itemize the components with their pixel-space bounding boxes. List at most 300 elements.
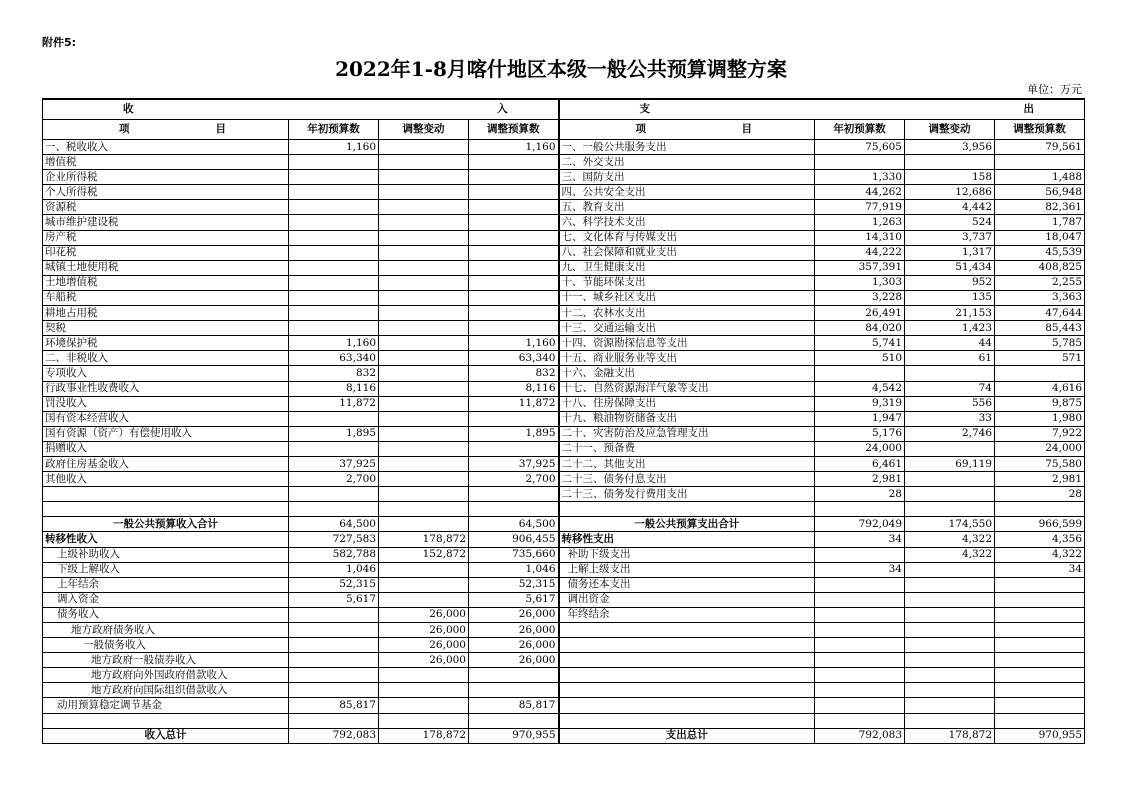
income-initial-cell [289, 245, 379, 260]
expense-item-cell: 支出总计 [559, 728, 815, 743]
income-initial-cell [289, 683, 379, 698]
expense-adjusted-cell: 5,785 [995, 336, 1085, 351]
table-row [43, 366, 1085, 381]
expense-item-cell: 三、国防支出 [559, 170, 815, 185]
income-item-cell: 行政事业性收费收入 [43, 381, 289, 396]
income-initial-cell [289, 502, 379, 517]
expense-adjusted-cell: 2,255 [995, 275, 1085, 290]
expense-adjusted-cell: 9,875 [995, 396, 1085, 411]
expense-initial-cell [815, 366, 905, 381]
income-item-cell: 调入资金 [43, 592, 289, 607]
income-initial-cell: 727,583 [289, 532, 379, 547]
income-adjusted-cell: 8,116 [469, 381, 559, 396]
income-change-cell [379, 396, 469, 411]
income-initial-cell [289, 638, 379, 653]
income-change-cell [379, 321, 469, 336]
expense-initial-cell [815, 155, 905, 170]
expense-initial-cell: 44,262 [815, 185, 905, 200]
income-initial-cell [289, 441, 379, 456]
expense-change-cell [905, 668, 995, 683]
table-row [43, 185, 1085, 200]
expense-adjusted-cell: 408,825 [995, 260, 1085, 275]
income-item-cell [43, 502, 289, 517]
expense-adjusted-cell [995, 698, 1085, 713]
expense-change-cell: 21,153 [905, 306, 995, 321]
income-adjusted-cell: 1,046 [469, 562, 559, 577]
table-row [43, 592, 1085, 607]
table-row [43, 140, 1085, 155]
expense-adjusted-cell: 4,322 [995, 547, 1085, 562]
income-adjusted-cell: 735,660 [469, 547, 559, 562]
expense-item-cell: 十三、交通运输支出 [559, 321, 815, 336]
income-adjusted-cell: 37,925 [469, 456, 559, 471]
income-change-cell [379, 366, 469, 381]
item-header-right: 目 [215, 123, 226, 135]
expense-change-cell: 174,550 [905, 517, 995, 532]
income-initial-cell [289, 230, 379, 245]
expense-initial-cell [815, 502, 905, 517]
income-adjusted-cell [469, 290, 559, 305]
income-item-cell: 其他收入 [43, 472, 289, 487]
expense-item-cell [559, 683, 815, 698]
income-initial-cell: 11,872 [289, 396, 379, 411]
expense-item-cell: 十、节能环保支出 [559, 275, 815, 290]
expense-item-cell: 十六、金融支出 [559, 366, 815, 381]
income-initial-cell [289, 215, 379, 230]
expense-adjusted-cell [995, 623, 1085, 638]
table-row [43, 215, 1085, 230]
expense-change-cell: 12,686 [905, 185, 995, 200]
expense-change-cell [905, 623, 995, 638]
expense-initial-cell: 75,605 [815, 140, 905, 155]
expense-initial-cell [815, 592, 905, 607]
table-row [43, 426, 1085, 441]
expense-adjusted-cell: 28 [995, 487, 1085, 502]
income-initial-cell [289, 668, 379, 683]
expense-initial-cell: 24,000 [815, 441, 905, 456]
item-header-left: 项 [119, 123, 130, 135]
expense-initial-cell [815, 577, 905, 592]
expense-adjusted-cell: 7,922 [995, 426, 1085, 441]
expense-change-cell: 2,746 [905, 426, 995, 441]
income-item-cell: 债务收入 [43, 607, 289, 622]
expense-change-cell: 33 [905, 411, 995, 426]
expense-item-cell: 八、社会保障和就业支出 [559, 245, 815, 260]
income-adjusted-cell [469, 487, 559, 502]
income-initial-cell [289, 170, 379, 185]
income-item-cell: 土地增值税 [43, 275, 289, 290]
income-change-cell [379, 275, 469, 290]
income-initial-cell [289, 185, 379, 200]
expense-change-cell [905, 653, 995, 668]
income-adjusted-cell [469, 683, 559, 698]
table-row [43, 336, 1085, 351]
table-row [43, 653, 1085, 668]
table-row [43, 230, 1085, 245]
expense-item-cell: 二十三、债务发行费用支出 [559, 487, 815, 502]
income-initial-cell: 8,116 [289, 381, 379, 396]
expense-adjusted-cell: 2,981 [995, 472, 1085, 487]
income-change-cell [379, 713, 469, 728]
table-row [43, 502, 1085, 517]
expense-initial-cell: 77,919 [815, 200, 905, 215]
income-change-cell [379, 668, 469, 683]
table-row [43, 381, 1085, 396]
expense-item-cell: 九、卫生健康支出 [559, 260, 815, 275]
expense-adjusted-cell: 75,580 [995, 456, 1085, 471]
table-row [43, 623, 1085, 638]
expense-item-cell: 十八、住房保障支出 [559, 396, 815, 411]
expense-change-cell: 135 [905, 290, 995, 305]
table-row [43, 562, 1085, 577]
expense-change-cell: 556 [905, 396, 995, 411]
expense-initial-cell [815, 653, 905, 668]
table-row [43, 275, 1085, 290]
expense-adjusted-cell: 24,000 [995, 441, 1085, 456]
expense-initial-cell [815, 683, 905, 698]
expense-change-header: 调整变动 [905, 120, 995, 140]
income-item-cell: 印花税 [43, 245, 289, 260]
expense-change-cell [905, 562, 995, 577]
income-initial-cell: 2,700 [289, 472, 379, 487]
income-adjusted-cell [469, 502, 559, 517]
income-change-cell [379, 185, 469, 200]
expense-item-cell: 六、科学技术支出 [559, 215, 815, 230]
income-adjusted-cell: 64,500 [469, 517, 559, 532]
income-change-cell [379, 230, 469, 245]
income-change-cell: 178,872 [379, 728, 469, 743]
expense-adjusted-cell: 970,955 [995, 728, 1085, 743]
table-row [43, 532, 1085, 547]
income-change-cell [379, 517, 469, 532]
income-item-cell: 二、非税收入 [43, 351, 289, 366]
expense-item-cell: 转移性支出 [559, 532, 815, 547]
expense-adjusted-cell: 56,948 [995, 185, 1085, 200]
expense-adjusted-cell: 79,561 [995, 140, 1085, 155]
expense-item-cell [559, 713, 815, 728]
expense-initial-cell [815, 638, 905, 653]
income-change-cell [379, 472, 469, 487]
income-initial-cell: 582,788 [289, 547, 379, 562]
income-initial-cell [289, 653, 379, 668]
expense-initial-cell: 2,981 [815, 472, 905, 487]
expense-change-cell [905, 592, 995, 607]
income-initial-cell: 85,817 [289, 698, 379, 713]
expense-initial-cell [815, 668, 905, 683]
income-initial-cell [289, 155, 379, 170]
expense-initial-cell: 9,319 [815, 396, 905, 411]
table-row [43, 396, 1085, 411]
table-row [43, 517, 1085, 532]
income-item-cell: 捐赠收入 [43, 441, 289, 456]
income-initial-cell [289, 623, 379, 638]
income-adjusted-cell: 26,000 [469, 638, 559, 653]
expense-adjusted-cell: 571 [995, 351, 1085, 366]
income-item-cell: 耕地占用税 [43, 306, 289, 321]
expense-initial-cell: 34 [815, 562, 905, 577]
expense-change-cell: 4,322 [905, 547, 995, 562]
income-item-cell: 下级上解收入 [43, 562, 289, 577]
expense-change-cell: 3,956 [905, 140, 995, 155]
income-adjusted-cell [469, 215, 559, 230]
table-row [43, 547, 1085, 562]
income-initial-cell: 1,160 [289, 336, 379, 351]
income-adjusted-cell [469, 230, 559, 245]
income-change-cell [379, 441, 469, 456]
income-adjusted-cell: 26,000 [469, 607, 559, 622]
table-row [43, 728, 1085, 743]
income-adjusted-cell [469, 441, 559, 456]
table-row [43, 487, 1085, 502]
income-initial-cell [289, 275, 379, 290]
expense-item-cell: 十一、城乡社区支出 [559, 290, 815, 305]
expense-adjusted-cell [995, 155, 1085, 170]
expense-adjusted-cell: 966,599 [995, 517, 1085, 532]
expense-change-cell: 51,434 [905, 260, 995, 275]
table-row [43, 290, 1085, 305]
table-row [43, 170, 1085, 185]
income-item-cell: 一般公共预算收入合计 [43, 517, 289, 532]
expense-initial-cell: 357,391 [815, 260, 905, 275]
income-initial-cell [289, 200, 379, 215]
income-item-cell: 转移性收入 [43, 532, 289, 547]
expense-item-cell: 十七、自然资源海洋气象等支出 [559, 381, 815, 396]
income-change-cell: 26,000 [379, 623, 469, 638]
income-change-cell [379, 245, 469, 260]
table-row [43, 306, 1085, 321]
column-header-row [43, 120, 1085, 140]
income-change-cell [379, 487, 469, 502]
expense-initial-cell: 28 [815, 487, 905, 502]
expense-item-cell: 二十一、预备费 [559, 441, 815, 456]
income-adjusted-cell [469, 411, 559, 426]
expense-item-cell: 十四、资源勘探信息等支出 [559, 336, 815, 351]
income-initial-cell: 1,895 [289, 426, 379, 441]
section-header-row [43, 99, 1085, 120]
income-item-cell: 罚没收入 [43, 396, 289, 411]
expense-change-cell: 4,322 [905, 532, 995, 547]
expense-adjusted-cell [995, 653, 1085, 668]
expense-change-cell: 524 [905, 215, 995, 230]
expense-item-cell [559, 502, 815, 517]
income-initial-cell [289, 713, 379, 728]
expense-adjusted-cell: 34 [995, 562, 1085, 577]
expense-item-cell: 七、文化体育与传媒支出 [559, 230, 815, 245]
expense-header-left: 支 [639, 103, 650, 115]
expense-adjusted-cell: 45,539 [995, 245, 1085, 260]
income-item-cell: 地方政府一般债券收入 [43, 653, 289, 668]
item-header-right: 目 [741, 123, 752, 135]
income-change-cell [379, 140, 469, 155]
income-adjusted-cell: 2,700 [469, 472, 559, 487]
expense-initial-cell: 792,083 [815, 728, 905, 743]
expense-initial-header: 年初预算数 [815, 120, 905, 140]
table-row [43, 683, 1085, 698]
income-change-cell [379, 215, 469, 230]
income-adjusted-cell: 832 [469, 366, 559, 381]
expense-initial-cell: 84,020 [815, 321, 905, 336]
expense-item-cell: 一、一般公共服务支出 [559, 140, 815, 155]
expense-adjusted-cell: 1,488 [995, 170, 1085, 185]
income-item-cell: 上级补助收入 [43, 547, 289, 562]
table-row [43, 713, 1085, 728]
table-row [43, 441, 1085, 456]
expense-change-cell [905, 472, 995, 487]
expense-change-cell: 69,119 [905, 456, 995, 471]
expense-initial-cell: 6,461 [815, 456, 905, 471]
income-change-cell [379, 170, 469, 185]
income-adjusted-cell [469, 245, 559, 260]
income-initial-cell: 63,340 [289, 351, 379, 366]
expense-initial-cell: 14,310 [815, 230, 905, 245]
expense-initial-cell: 510 [815, 351, 905, 366]
expense-adjusted-cell: 1,980 [995, 411, 1085, 426]
expense-item-cell [559, 668, 815, 683]
table-row [43, 472, 1085, 487]
item-header-left: 项 [635, 123, 646, 135]
income-adjusted-cell [469, 668, 559, 683]
expense-item-cell: 补助下级支出 [559, 547, 815, 562]
expense-initial-cell: 1,947 [815, 411, 905, 426]
income-adjusted-cell [469, 200, 559, 215]
expense-change-cell [905, 441, 995, 456]
income-item-cell: 国有资源（资产）有偿使用收入 [43, 426, 289, 441]
expense-item-cell: 十二、农林水支出 [559, 306, 815, 321]
expense-initial-cell: 4,542 [815, 381, 905, 396]
expense-initial-cell: 26,491 [815, 306, 905, 321]
table-row [43, 321, 1085, 336]
expense-change-cell [905, 577, 995, 592]
table-row [43, 155, 1085, 170]
income-item-cell: 车船税 [43, 290, 289, 305]
income-change-cell [379, 698, 469, 713]
income-adjusted-cell: 1,160 [469, 140, 559, 155]
expense-adjusted-cell [995, 366, 1085, 381]
table-row [43, 638, 1085, 653]
expense-adjusted-cell: 85,443 [995, 321, 1085, 336]
income-change-cell [379, 200, 469, 215]
table-row [43, 456, 1085, 471]
expense-item-cell: 年终结余 [559, 607, 815, 622]
expense-change-cell: 61 [905, 351, 995, 366]
income-initial-cell: 5,617 [289, 592, 379, 607]
income-header [43, 99, 559, 120]
expense-item-cell [559, 638, 815, 653]
income-initial-cell [289, 487, 379, 502]
income-change-cell [379, 155, 469, 170]
expense-item-cell: 二、外交支出 [559, 155, 815, 170]
expense-change-cell [905, 607, 995, 622]
income-initial-cell: 52,315 [289, 577, 379, 592]
expense-adjusted-cell [995, 577, 1085, 592]
income-header-right: 入 [497, 103, 508, 115]
expense-change-cell: 1,317 [905, 245, 995, 260]
income-adjusted-cell: 11,872 [469, 396, 559, 411]
income-item-cell: 专项收入 [43, 366, 289, 381]
expense-adjusted-header: 调整预算数 [995, 120, 1085, 140]
income-change-cell [379, 351, 469, 366]
expense-adjusted-cell [995, 638, 1085, 653]
expense-item-cell [559, 698, 815, 713]
income-item-cell: 动用预算稳定调节基金 [43, 698, 289, 713]
income-initial-cell: 792,083 [289, 728, 379, 743]
expense-adjusted-cell: 18,047 [995, 230, 1085, 245]
income-item-cell: 国有资本经营收入 [43, 411, 289, 426]
table-row [43, 245, 1085, 260]
income-item-cell: 一、税收收入 [43, 140, 289, 155]
income-initial-cell [289, 411, 379, 426]
expense-item-cell: 二十三、债务付息支出 [559, 472, 815, 487]
income-initial-cell: 37,925 [289, 456, 379, 471]
income-item-cell: 一般债务收入 [43, 638, 289, 653]
expense-change-cell [905, 713, 995, 728]
income-change-header: 调整变动 [379, 120, 469, 140]
expense-header [559, 99, 1085, 120]
income-change-cell: 152,872 [379, 547, 469, 562]
expense-initial-cell: 5,741 [815, 336, 905, 351]
expense-initial-cell [815, 713, 905, 728]
attachment-label: 附件5: [42, 36, 77, 49]
expense-initial-cell: 1,303 [815, 275, 905, 290]
expense-item-cell: 上解上级支出 [559, 562, 815, 577]
expense-initial-cell [815, 547, 905, 562]
expense-initial-cell [815, 698, 905, 713]
income-adjusted-cell [469, 170, 559, 185]
income-item-cell: 政府住房基金收入 [43, 456, 289, 471]
income-adjusted-header: 调整预算数 [469, 120, 559, 140]
income-adjusted-cell [469, 306, 559, 321]
income-adjusted-cell: 52,315 [469, 577, 559, 592]
income-adjusted-cell [469, 321, 559, 336]
expense-change-cell: 178,872 [905, 728, 995, 743]
expense-adjusted-cell: 4,616 [995, 381, 1085, 396]
income-adjusted-cell: 5,617 [469, 592, 559, 607]
unit-label: 单位：万元 [1027, 83, 1082, 96]
expense-adjusted-cell: 4,356 [995, 532, 1085, 547]
expense-adjusted-cell [995, 683, 1085, 698]
income-item-cell: 地方政府向外国政府借款收入 [43, 668, 289, 683]
expense-adjusted-cell: 82,361 [995, 200, 1085, 215]
expense-item-cell [559, 653, 815, 668]
expense-item-cell: 二十二、其他支出 [559, 456, 815, 471]
income-adjusted-cell [469, 275, 559, 290]
income-item-cell: 城市维护建设税 [43, 215, 289, 230]
income-item-cell: 城镇土地使用税 [43, 260, 289, 275]
expense-adjusted-cell: 1,787 [995, 215, 1085, 230]
income-change-cell: 26,000 [379, 607, 469, 622]
expense-change-cell [905, 155, 995, 170]
expense-change-cell: 952 [905, 275, 995, 290]
income-item-cell: 收入总计 [43, 728, 289, 743]
income-item-cell: 环境保护税 [43, 336, 289, 351]
expense-change-cell [905, 698, 995, 713]
expense-header-right: 出 [1023, 103, 1034, 115]
expense-item-cell: 二十、灾害防治及应急管理支出 [559, 426, 815, 441]
expense-change-cell: 74 [905, 381, 995, 396]
income-initial-cell: 832 [289, 366, 379, 381]
income-item-cell: 房产税 [43, 230, 289, 245]
expense-initial-cell: 34 [815, 532, 905, 547]
income-item-cell: 资源税 [43, 200, 289, 215]
expense-adjusted-cell: 3,363 [995, 290, 1085, 305]
income-adjusted-cell: 1,160 [469, 336, 559, 351]
expense-initial-cell: 1,263 [815, 215, 905, 230]
expense-change-cell: 1,423 [905, 321, 995, 336]
expense-initial-cell: 1,330 [815, 170, 905, 185]
income-change-cell: 178,872 [379, 532, 469, 547]
expense-change-cell [905, 487, 995, 502]
income-initial-cell [289, 306, 379, 321]
